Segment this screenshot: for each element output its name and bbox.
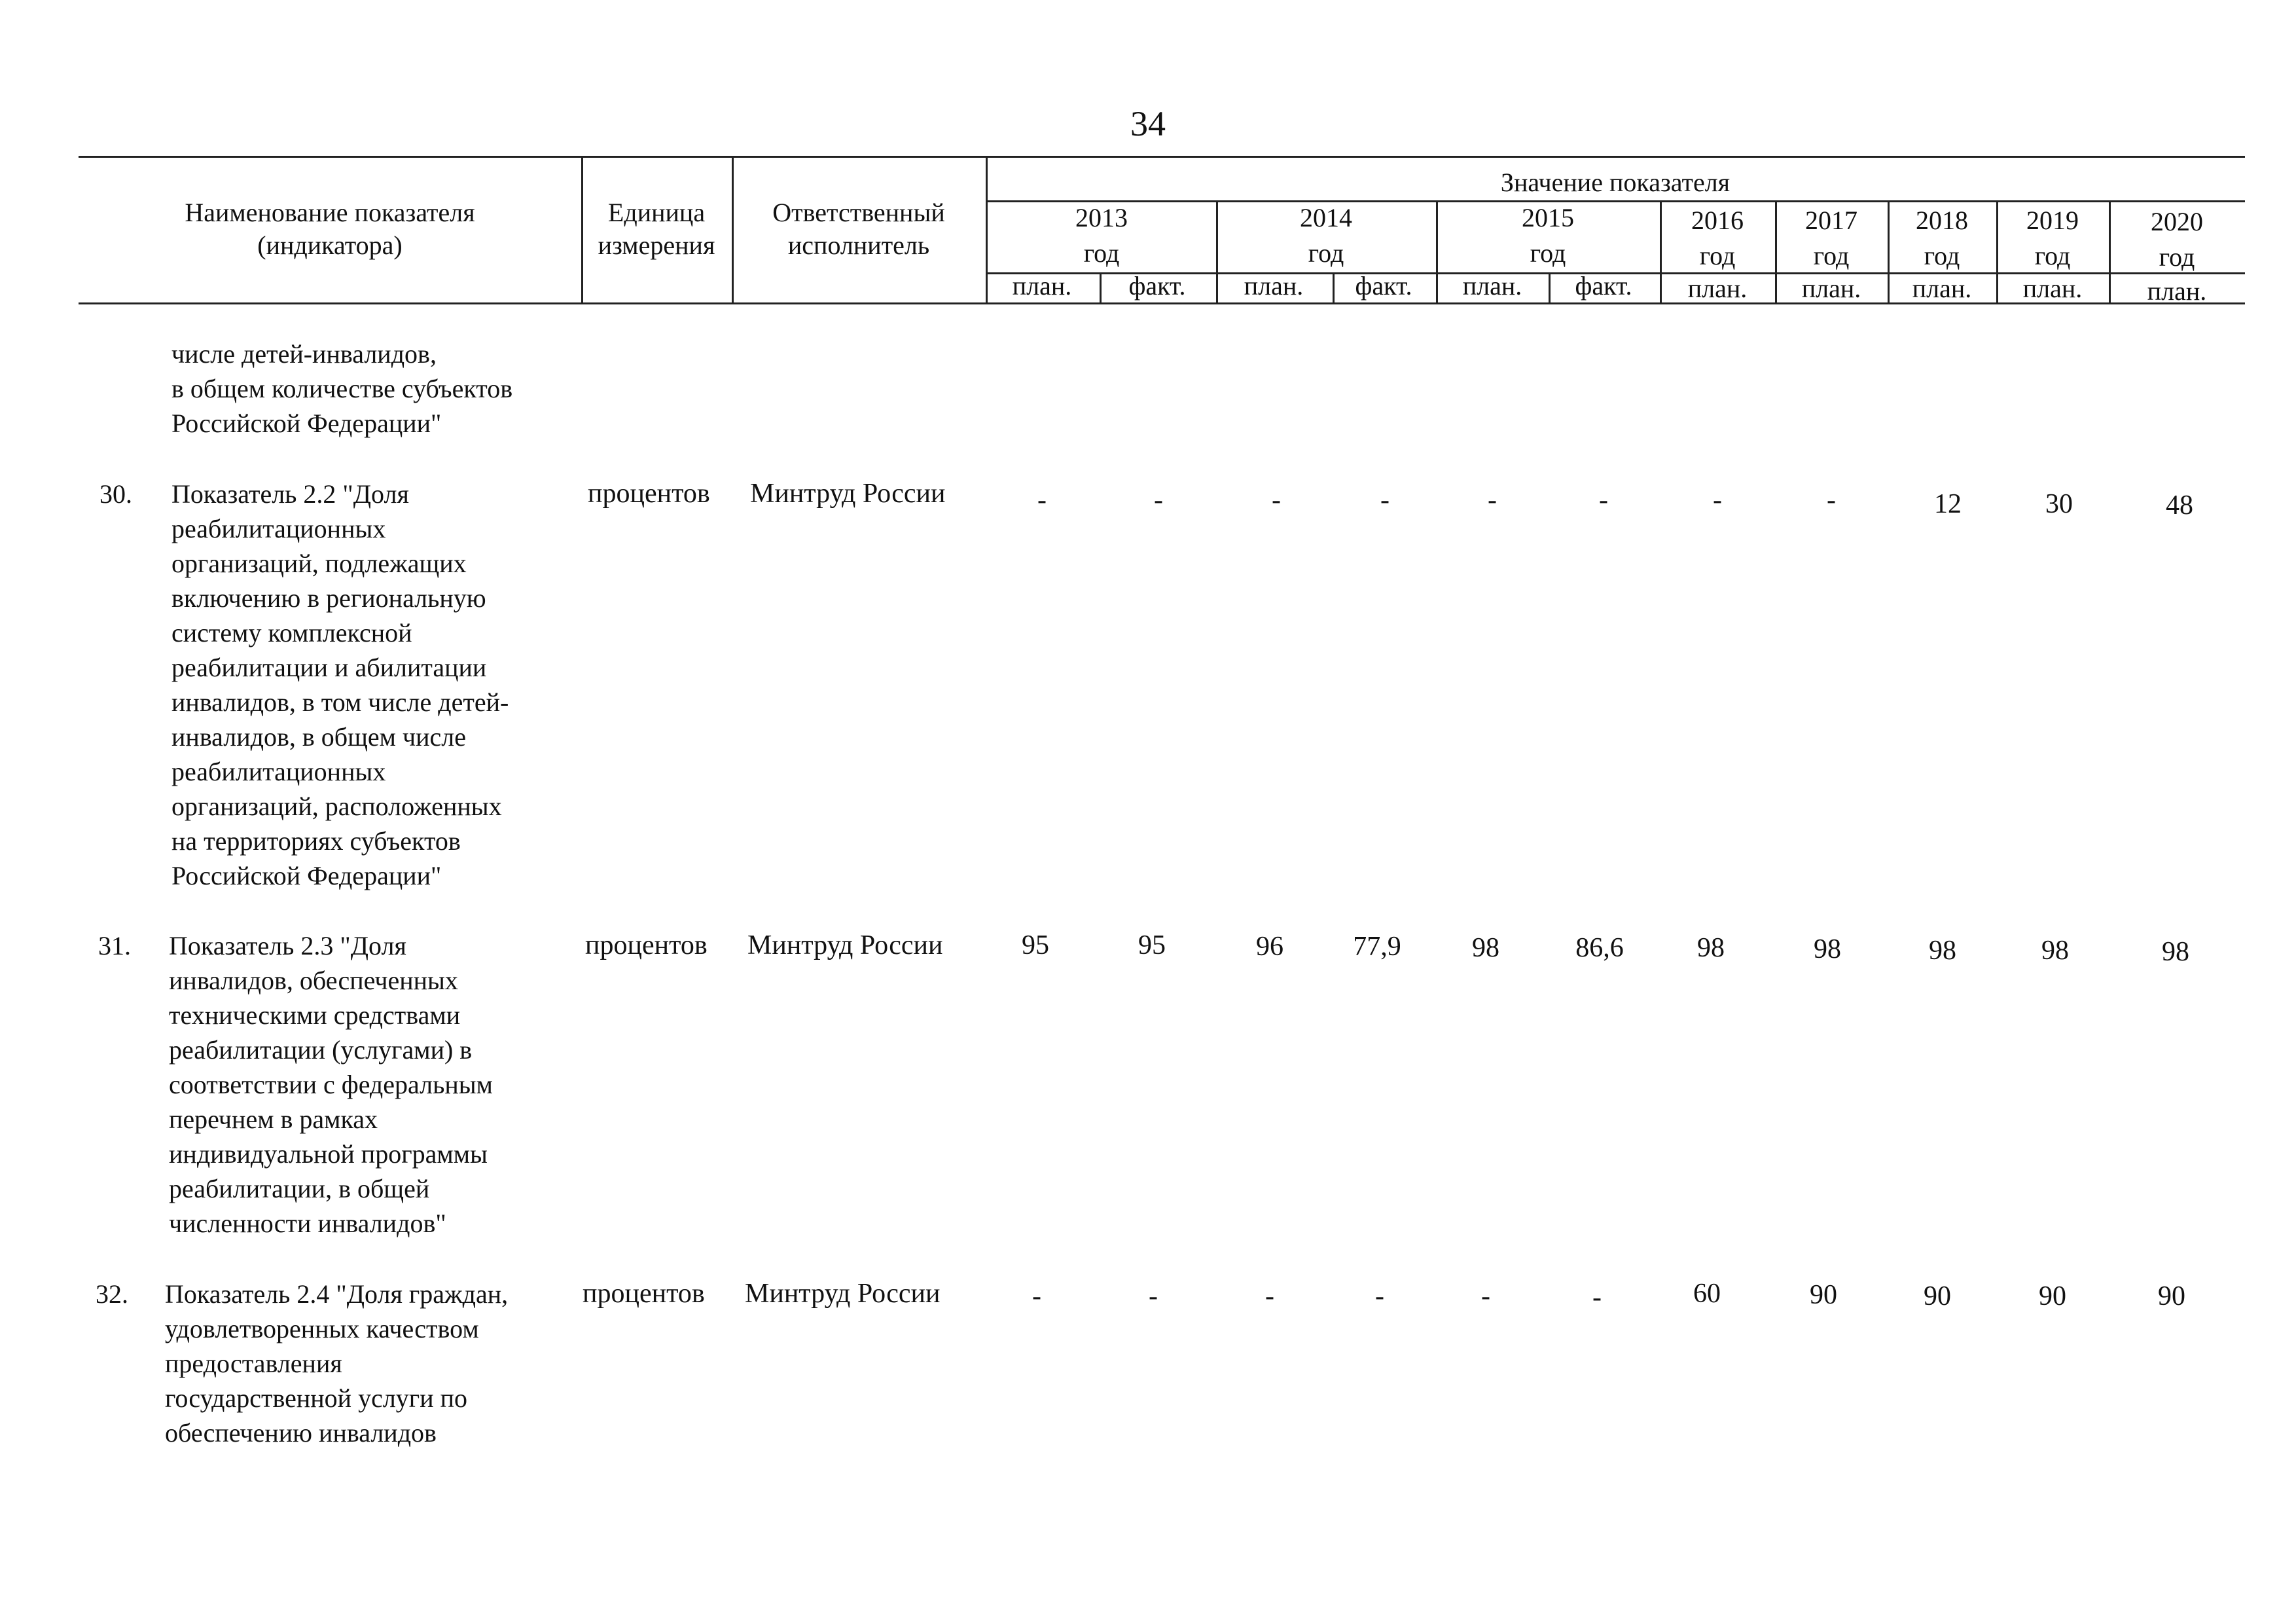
col-divider-2015 [1436, 200, 1438, 302]
header-fact-2014: факт. [1355, 271, 1412, 301]
unit-cell: процентов [585, 930, 708, 960]
header-plan-2017: план. [1801, 274, 1861, 303]
value-2017-plan: 98 [1814, 934, 1841, 964]
value-2018-plan: 12 [1934, 489, 1962, 519]
indicator-name-line: включению в региональную [171, 583, 486, 613]
value-2020-plan: 98 [2162, 937, 2189, 967]
value-2018-plan: 98 [1929, 936, 1956, 966]
value-2016-plan: 98 [1697, 933, 1725, 963]
indicator-name-line: соответствии с федеральным [169, 1070, 493, 1099]
header-god-2018: год [1924, 241, 1960, 270]
col-divider-2013-fact [1100, 272, 1102, 302]
indicator-name-line: Показатель 2.4 "Доля граждан, [165, 1279, 509, 1309]
value-2014-plan: - [1265, 1281, 1274, 1311]
value-2013-plan: 95 [1022, 930, 1049, 960]
indicator-name-line: обеспечению инвалидов [165, 1418, 437, 1448]
value-2014-fact: 77,9 [1353, 932, 1401, 962]
indicator-name-line: организаций, расположенных [171, 792, 502, 821]
value-2019-plan: 90 [2039, 1281, 2066, 1311]
value-2019-plan: 30 [2045, 489, 2073, 519]
value-2013-plan: - [1032, 1281, 1041, 1311]
col-divider-2017 [1775, 200, 1777, 302]
col-divider-2014-fact [1333, 272, 1335, 302]
header-value-group: Значение показателя [1500, 168, 1731, 197]
responsible-cell: Минтруд России [750, 479, 946, 509]
header-year-2013: 2013 [1075, 203, 1128, 232]
value-2015-fact: 86,6 [1575, 933, 1624, 963]
value-2014-plan: - [1272, 485, 1281, 515]
value-2014-fact: - [1375, 1281, 1384, 1311]
indicator-name-line: Российской Федерации" [171, 861, 442, 890]
header-plan-2014: план. [1244, 271, 1304, 301]
indicator-name-line: Показатель 2.3 "Доля [169, 931, 406, 960]
value-2015-fact: - [1599, 485, 1608, 515]
indicator-name-line: организаций, подлежащих [171, 549, 467, 578]
col-divider-2019 [1996, 200, 1998, 302]
header-god-2013: год [1083, 238, 1120, 268]
col-divider-resp [986, 157, 988, 302]
row-number: 32. [96, 1279, 128, 1309]
header-plan-2018: план. [1912, 274, 1972, 303]
header-resp-line1: Ответственный [772, 198, 945, 227]
col-divider-2014 [1216, 200, 1218, 302]
header-resp-line2: исполнитель [787, 230, 930, 260]
row-number: 30. [99, 479, 132, 509]
value-2020-plan: 48 [2166, 490, 2193, 520]
indicator-name-line: техническими средствами [169, 1000, 461, 1030]
header-name-line1: Наименование показателя [185, 198, 475, 227]
indicator-name-line: предоставления [165, 1349, 342, 1378]
header-year-2015: 2015 [1522, 203, 1574, 232]
value-2017-plan: - [1827, 485, 1836, 515]
header-fact-2015: факт. [1575, 271, 1632, 301]
indicator-name-line: реабилитационных [171, 757, 386, 786]
indicator-name-line: реабилитационных [171, 514, 386, 543]
indicator-name-line: реабилитации и абилитации [171, 653, 487, 682]
header-unit-line2: измерения [598, 230, 715, 260]
indicator-name-line: реабилитации, в общей [169, 1174, 430, 1203]
continuation-line: в общем количестве субъектов [171, 374, 513, 403]
header-god-2019: год [2034, 241, 2071, 270]
header-unit-line1: Единица [607, 198, 706, 227]
header-plan-2013: план. [1012, 271, 1072, 301]
value-2015-plan: 98 [1472, 933, 1499, 963]
col-divider-2018 [1888, 200, 1890, 302]
indicator-name-line: инвалидов, обеспеченных [169, 966, 458, 995]
page-number: 34 [1130, 104, 1166, 143]
indicator-name-line: перечнем в рамках [169, 1104, 378, 1134]
indicator-name-line: Показатель 2.2 "Доля [171, 479, 409, 509]
header-year-2018: 2018 [1916, 206, 1968, 235]
indicator-name-line: систему комплексной [171, 618, 412, 647]
continuation-line: Российской Федерации" [171, 409, 442, 438]
header-god-2016: год [1699, 241, 1736, 270]
col-divider-2020 [2109, 200, 2111, 302]
value-2013-fact: - [1154, 485, 1163, 515]
header-year-2016: 2016 [1691, 206, 1744, 235]
value-2018-plan: 90 [1924, 1281, 1951, 1311]
value-2013-plan: - [1037, 485, 1047, 515]
header-year-2020: 2020 [2151, 207, 2203, 236]
unit-cell: процентов [583, 1279, 705, 1309]
value-2017-plan: 90 [1810, 1280, 1837, 1310]
responsible-cell: Минтруд России [747, 930, 943, 960]
header-plan-2015: план. [1462, 271, 1522, 301]
indicator-name-line: удовлетворенных качеством [165, 1314, 479, 1343]
indicator-name-line: на территориях субъектов [171, 826, 461, 856]
header-plan-2016: план. [1687, 274, 1748, 303]
header-plan-2020: план. [2147, 276, 2207, 306]
unit-cell: процентов [588, 479, 710, 509]
header-god-2017: год [1813, 241, 1850, 270]
header-fact-2013: факт. [1128, 271, 1186, 301]
continuation-line: числе детей-инвалидов, [171, 339, 437, 369]
value-2013-fact: 95 [1138, 930, 1166, 960]
table-top-rule [79, 156, 2245, 158]
value-2016-plan: 60 [1693, 1279, 1721, 1309]
value-2020-plan: 90 [2158, 1281, 2185, 1311]
header-god-2020: год [2159, 242, 2195, 272]
value-2019-plan: 98 [2041, 936, 2069, 966]
header-year-2019: 2019 [2026, 206, 2079, 235]
indicator-name-line: численности инвалидов" [169, 1209, 446, 1238]
value-2014-fact: - [1380, 485, 1390, 515]
value-2015-plan: - [1488, 485, 1497, 515]
col-divider-2015-fact [1549, 272, 1551, 302]
indicator-name-line: государственной услуги по [165, 1383, 468, 1413]
responsible-cell: Минтруд России [745, 1279, 941, 1309]
value-group-rule [986, 200, 2245, 202]
col-divider-unit [732, 157, 734, 302]
value-2014-plan: 96 [1256, 932, 1283, 962]
row-number: 31. [98, 931, 131, 960]
header-god-2014: год [1308, 238, 1344, 268]
col-divider-2016 [1660, 200, 1662, 302]
header-god-2015: год [1530, 238, 1566, 268]
col-divider-name [581, 157, 583, 302]
indicator-name-line: инвалидов, в том числе детей- [171, 687, 509, 717]
value-2015-fact: - [1592, 1283, 1602, 1313]
value-2013-fact: - [1149, 1281, 1158, 1311]
header-year-2014: 2014 [1300, 203, 1352, 232]
value-2015-plan: - [1481, 1281, 1490, 1311]
indicator-name-line: индивидуальной программы [169, 1139, 488, 1169]
indicator-name-line: инвалидов, в общем числе [171, 722, 466, 752]
header-year-2017: 2017 [1805, 206, 1857, 235]
indicator-name-line: реабилитации (услугами) в [169, 1035, 473, 1065]
header-plan-2019: план. [2022, 274, 2083, 303]
header-name-line2: (индикатора) [257, 230, 403, 260]
value-2016-plan: - [1713, 485, 1722, 515]
